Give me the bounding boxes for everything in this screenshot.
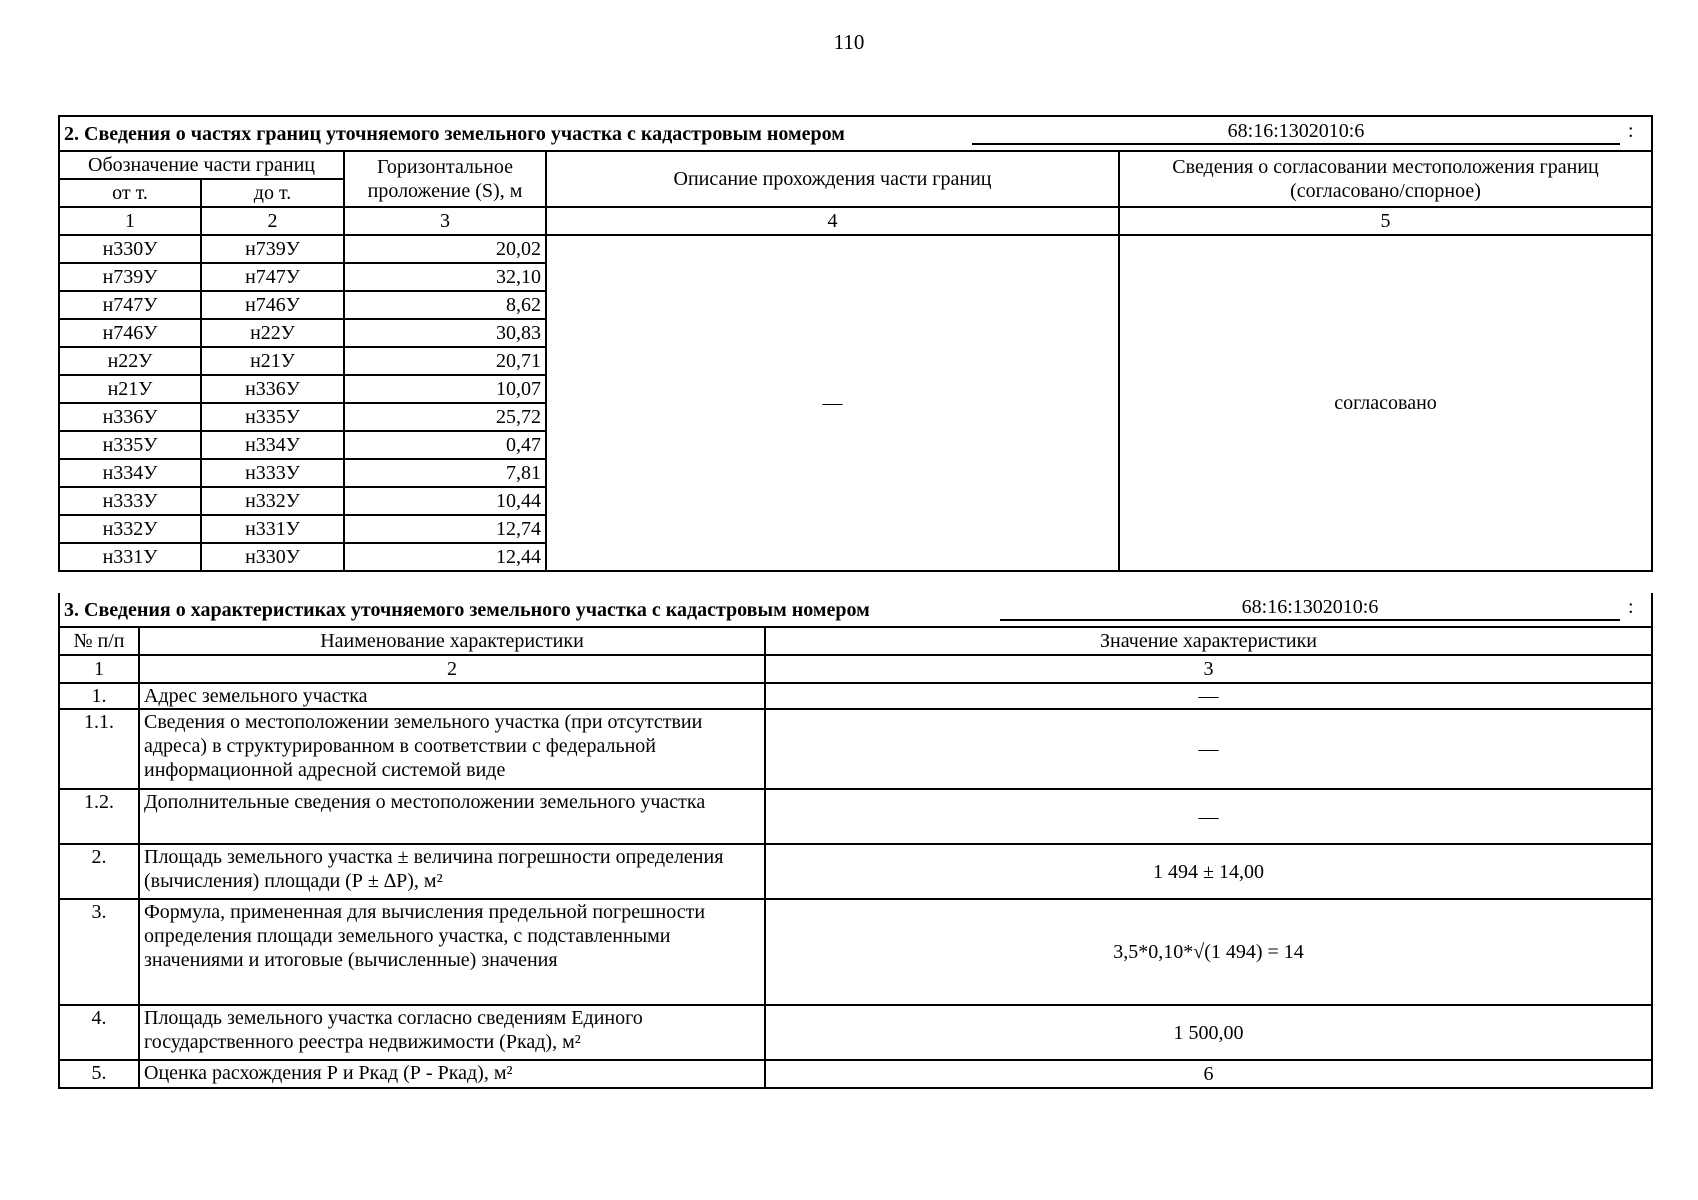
characteristic-name: Сведения о местоположении земельного участка (при отсутствии адреса) в структурированном в соответствии с федеральной информационной адресной системой виде	[139, 709, 765, 789]
section2-cadastral-number: 68:16:1302010:6	[972, 119, 1620, 145]
to-point: н747У	[201, 263, 344, 291]
to-point: н21У	[201, 347, 344, 375]
header-description: Описание прохождения части границ	[546, 151, 1119, 207]
to-point: н336У	[201, 375, 344, 403]
section3-title: 3. Сведения о характеристиках уточняемого земельного участка с кадастровым номером	[64, 598, 870, 621]
col-number: 2	[139, 655, 765, 683]
header-horizontal: Горизонтальное проложение (S), м	[344, 151, 546, 207]
row-number: 1.1.	[59, 709, 139, 789]
col-number: 2	[201, 207, 344, 235]
row-number: 4.	[59, 1005, 139, 1060]
horizontal-distance: 30,83	[344, 319, 546, 347]
characteristic-name: Площадь земельного участка согласно сведениям Единого государственного реестра недвижимости (Ркад), м²	[139, 1005, 765, 1060]
section3-header-row	[59, 593, 1652, 627]
section2-title-cell	[59, 116, 1652, 151]
to-point: н330У	[201, 543, 344, 571]
section3-title-cell	[59, 593, 1652, 627]
from-point: н336У	[59, 403, 201, 431]
section2-col-header-row1	[59, 151, 1652, 179]
section2-col-number-row	[59, 207, 1652, 235]
horizontal-distance: 10,44	[344, 487, 546, 515]
from-point: н746У	[59, 319, 201, 347]
to-point: н22У	[201, 319, 344, 347]
characteristic-value: 1 500,00	[765, 1005, 1652, 1060]
header-num: № п/п	[59, 627, 139, 655]
from-point: н330У	[59, 235, 201, 263]
horizontal-distance: 10,07	[344, 375, 546, 403]
characteristic-value: 1 494 ± 14,00	[765, 844, 1652, 899]
horizontal-distance: 32,10	[344, 263, 546, 291]
table-row	[59, 899, 1652, 1005]
header-to: до т.	[201, 179, 344, 207]
description-value: —	[546, 235, 1119, 571]
table-row	[59, 235, 1652, 263]
header-agreement: Сведения о согласовании местоположения границ (согласовано/спорное)	[1119, 151, 1652, 207]
table-row	[59, 1060, 1652, 1088]
header-part-designation: Обозначение части границ	[59, 151, 344, 179]
to-point: н332У	[201, 487, 344, 515]
to-point: н335У	[201, 403, 344, 431]
characteristic-value: —	[765, 789, 1652, 844]
characteristic-name: Площадь земельного участка ± величина погрешности определения (вычисления) площади (Р ± ∆Р), м²	[139, 844, 765, 899]
section3-cadastral-number: 68:16:1302010:6	[1000, 595, 1620, 621]
from-point: н331У	[59, 543, 201, 571]
horizontal-distance: 8,62	[344, 291, 546, 319]
horizontal-distance: 7,81	[344, 459, 546, 487]
section2-header-row	[59, 116, 1652, 151]
col-number: 5	[1119, 207, 1652, 235]
horizontal-distance: 12,74	[344, 515, 546, 543]
characteristic-name: Адрес земельного участка	[139, 683, 765, 709]
horizontal-distance: 20,02	[344, 235, 546, 263]
col-number: 1	[59, 655, 139, 683]
characteristic-name: Дополнительные сведения о местоположении земельного участка	[139, 789, 765, 844]
horizontal-distance: 12,44	[344, 543, 546, 571]
section2-colon: :	[1628, 120, 1634, 142]
to-point: н333У	[201, 459, 344, 487]
characteristic-value: 6	[765, 1060, 1652, 1088]
table-row	[59, 683, 1652, 709]
from-point: н22У	[59, 347, 201, 375]
from-point: н332У	[59, 515, 201, 543]
col-number: 1	[59, 207, 201, 235]
section2-table	[58, 115, 1653, 572]
horizontal-distance: 0,47	[344, 431, 546, 459]
row-number: 3.	[59, 899, 139, 1005]
table-row	[59, 844, 1652, 899]
to-point: н331У	[201, 515, 344, 543]
characteristic-name: Формула, примененная для вычисления предельной погрешности определения площади земельного участка, с подставленными значениями и итоговые (вычисленные) значения	[139, 899, 765, 1005]
row-number: 5.	[59, 1060, 139, 1088]
table-row	[59, 1005, 1652, 1060]
to-point: н334У	[201, 431, 344, 459]
section3-col-number-row	[59, 655, 1652, 683]
from-point: н333У	[59, 487, 201, 515]
from-point: н335У	[59, 431, 201, 459]
from-point: н747У	[59, 291, 201, 319]
from-point: н21У	[59, 375, 201, 403]
header-from: от т.	[59, 179, 201, 207]
from-point: н739У	[59, 263, 201, 291]
page-number: 110	[833, 30, 865, 54]
section3-col-header-row	[59, 627, 1652, 655]
header-value: Значение характеристики	[765, 627, 1652, 655]
row-number: 1.2.	[59, 789, 139, 844]
col-number: 3	[765, 655, 1652, 683]
from-point: н334У	[59, 459, 201, 487]
section3-colon: :	[1628, 596, 1634, 618]
to-point: н739У	[201, 235, 344, 263]
horizontal-distance: 25,72	[344, 403, 546, 431]
characteristic-value: —	[765, 683, 1652, 709]
table-row	[59, 789, 1652, 844]
row-number: 2.	[59, 844, 139, 899]
horizontal-distance: 20,71	[344, 347, 546, 375]
table-row	[59, 709, 1652, 789]
characteristic-value: —	[765, 709, 1652, 789]
agreement-value: согласовано	[1119, 235, 1652, 571]
col-number: 4	[546, 207, 1119, 235]
section2-title: 2. Сведения о частях границ уточняемого земельного участка с кадастровым номером	[64, 122, 845, 145]
characteristic-name: Оценка расхождения Р и Ркад (Р - Ркад), м²	[139, 1060, 765, 1088]
section3-table	[58, 593, 1653, 1089]
header-name: Наименование характеристики	[139, 627, 765, 655]
col-number: 3	[344, 207, 546, 235]
characteristic-value: 3,5*0,10*√(1 494) = 14	[765, 899, 1652, 1005]
to-point: н746У	[201, 291, 344, 319]
row-number: 1.	[59, 683, 139, 709]
